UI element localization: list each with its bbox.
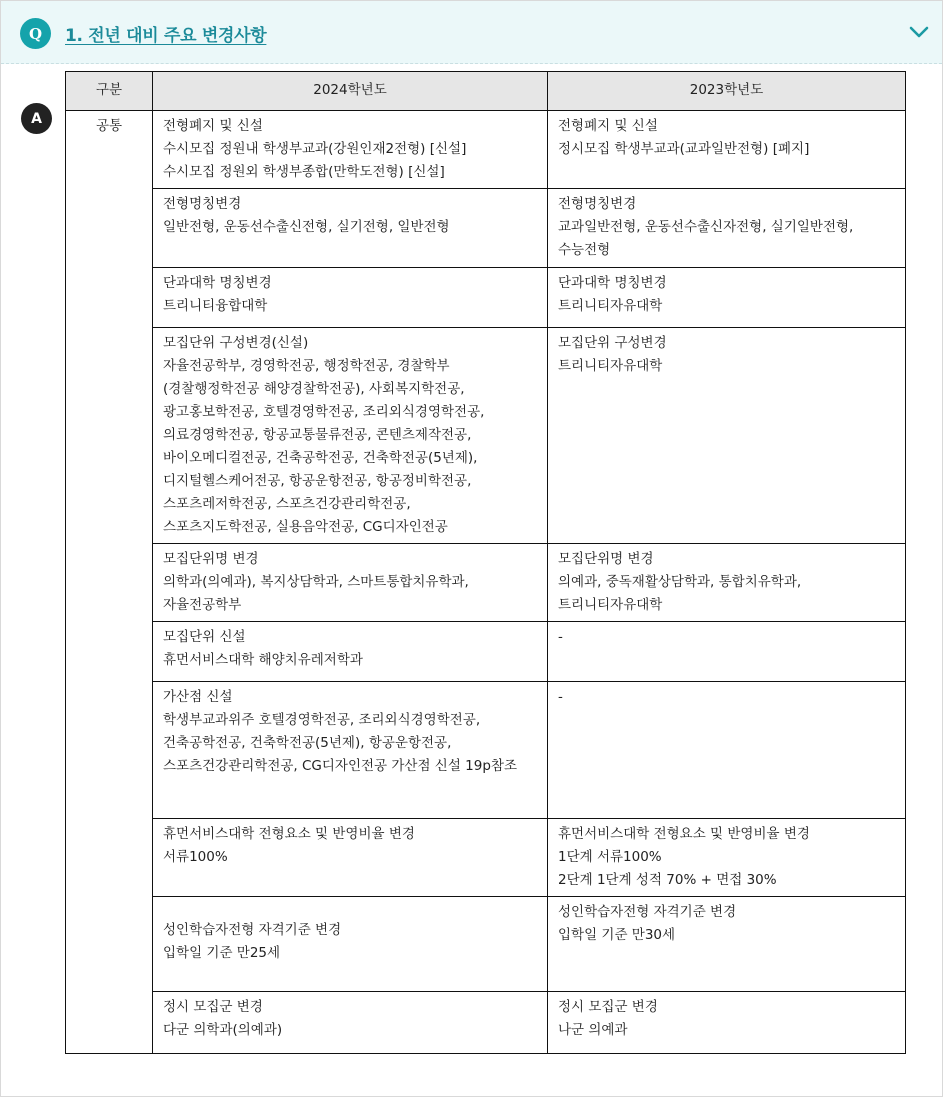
cell-line: 학생부교과위주 호텔경영학전공, 조리외식경영학전공, — [163, 712, 481, 728]
cell-heading: 정시 모집군 변경 — [558, 999, 658, 1015]
cell-line: 광고홍보학전공, 호텔경영학전공, 조리외식경영학전공, — [163, 404, 485, 420]
cell-y2023 — [548, 622, 906, 682]
cell-y2023 — [548, 897, 906, 992]
cell-heading: 모집단위 신설 — [163, 629, 246, 645]
table-row — [66, 111, 906, 189]
cell-heading: 모집단위 구성변경(신설) — [163, 335, 309, 351]
cell-line: 트리니티자유대학 — [558, 298, 663, 314]
cell-line: 스포츠지도학전공, 실용음악전공, CG디자인전공 — [163, 519, 448, 535]
question-badge: Q — [20, 18, 51, 49]
cell-y2023 — [548, 682, 906, 819]
cell-heading: 모집단위 구성변경 — [558, 335, 667, 351]
cell-line: 자율전공학부 — [163, 597, 242, 613]
cell-line: 입학일 기준 만30세 — [558, 927, 676, 943]
cell-y2023 — [548, 544, 906, 622]
table-row — [66, 189, 906, 268]
cell-heading: 성인학습자전형 자격기준 변경 — [558, 904, 737, 920]
column-header-2023: 2023학년도 — [548, 72, 906, 111]
cell-line: 자율전공학부, 경영학전공, 행정학전공, 경찰학부 — [163, 358, 450, 374]
cell-heading: 가산점 신설 — [163, 689, 233, 705]
column-header-2024: 2024학년도 — [153, 72, 548, 111]
cell-heading: 단과대학 명칭변경 — [163, 275, 272, 291]
cell-heading: 휴먼서비스대학 전형요소 및 반영비율 변경 — [163, 826, 415, 842]
cell-line: 나군 의예과 — [558, 1022, 628, 1038]
cell-line: 수시모집 정원외 학생부종합(만학도전형) [신설] — [163, 164, 445, 180]
table-row — [66, 897, 906, 992]
cell-line: 다군 의학과(의예과) — [163, 1022, 283, 1038]
chevron-down-icon[interactable] — [908, 23, 930, 41]
question-header[interactable] — [1, 1, 942, 64]
cell-heading: 모집단위명 변경 — [163, 551, 259, 567]
cell-line: 의예과, 중독재활상담학과, 통합치유학과, — [558, 574, 802, 590]
cell-y2024 — [153, 682, 548, 819]
cell-y2023 — [548, 111, 906, 189]
table-row — [66, 544, 906, 622]
table-row — [66, 268, 906, 328]
table-row — [66, 328, 906, 544]
table-row — [66, 622, 906, 682]
cell-line: 휴먼서비스대학 해양치유레저학과 — [163, 652, 363, 668]
cell-line: 트리니티자유대학 — [558, 358, 663, 374]
cell-line: (경찰행정학전공 해양경찰학전공), 사회복지학전공, — [163, 381, 465, 397]
cell-line: 서류100% — [163, 849, 228, 865]
cell-y2023 — [548, 268, 906, 328]
cell-line: 의료경영학전공, 항공교통물류전공, 콘텐츠제작전공, — [163, 427, 472, 443]
table-row — [66, 992, 906, 1054]
cell-heading: 성인학습자전형 자격기준 변경 — [163, 922, 342, 938]
cell-line: 디지털헬스케어전공, 항공운항전공, 항공정비학전공, — [163, 473, 472, 489]
cell-line: 트리니티자유대학 — [558, 597, 663, 613]
cell-heading: 정시 모집군 변경 — [163, 999, 263, 1015]
question-title[interactable]: 1. 전년 대비 주요 변경사항 — [65, 26, 267, 46]
cell-y2023 — [548, 328, 906, 544]
cell-line: 2단계 1단계 성적 70% + 면접 30% — [558, 872, 777, 888]
cell-heading: 단과대학 명칭변경 — [558, 275, 667, 291]
cell-y2024 — [153, 544, 548, 622]
cell-heading: 휴먼서비스대학 전형요소 및 반영비율 변경 — [558, 826, 810, 842]
cell-line: 정시모집 학생부교과(교과일반전형) [폐지] — [558, 141, 810, 157]
cell-line: 바이오메디컬전공, 건축공학전공, 건축학전공(5년제), — [163, 450, 478, 466]
cell-line: 트리니티융합대학 — [163, 298, 268, 314]
cell-heading: 전형폐지 및 신설 — [163, 118, 263, 134]
cell-line: 1단계 서류100% — [558, 849, 662, 865]
cell-heading: 전형폐지 및 신설 — [558, 118, 658, 134]
cell-y2024 — [153, 189, 548, 268]
cell-line: 수능전형 — [558, 242, 611, 258]
cell-heading: - — [558, 629, 563, 645]
cell-y2024 — [153, 992, 548, 1054]
cell-line: 의학과(의예과), 복지상담학과, 스마트통합치유학과, — [163, 574, 469, 590]
cell-y2024 — [153, 111, 548, 189]
cell-heading: 전형명칭변경 — [163, 196, 242, 212]
cell-line: 건축공학전공, 건축학전공(5년제), 항공운항전공, — [163, 735, 452, 751]
cell-line: 스포츠레저학전공, 스포츠건강관리학전공, — [163, 496, 411, 512]
table-row — [66, 819, 906, 897]
cell-heading: 모집단위명 변경 — [558, 551, 654, 567]
column-header-category: 구분 — [66, 72, 153, 111]
cell-heading: - — [558, 689, 563, 705]
cell-line: 입학일 기준 만25세 — [163, 945, 281, 961]
cell-y2023 — [548, 819, 906, 897]
cell-y2024 — [153, 897, 548, 992]
cell-y2024 — [153, 268, 548, 328]
answer-badge: A — [21, 103, 52, 134]
cell-y2024 — [153, 622, 548, 682]
table-row — [66, 682, 906, 819]
cell-line: 수시모집 정원내 학생부교과(강원인재2전형) [신설] — [163, 141, 467, 157]
changes-table — [65, 71, 906, 1054]
cell-y2023 — [548, 992, 906, 1054]
cell-line: 스포츠건강관리학전공, CG디자인전공 가산점 신설 19p참조 — [163, 758, 517, 774]
table-header-row — [66, 72, 906, 111]
cell-y2024 — [153, 328, 548, 544]
cell-heading: 전형명칭변경 — [558, 196, 637, 212]
cell-y2024 — [153, 819, 548, 897]
cell-y2023 — [548, 189, 906, 268]
cell-line: 일반전형, 운동선수출신전형, 실기전형, 일반전형 — [163, 219, 450, 235]
cell-line: 교과일반전형, 운동선수출신자전형, 실기일반전형, — [558, 219, 854, 235]
category-cell: 공통 — [66, 111, 153, 1054]
